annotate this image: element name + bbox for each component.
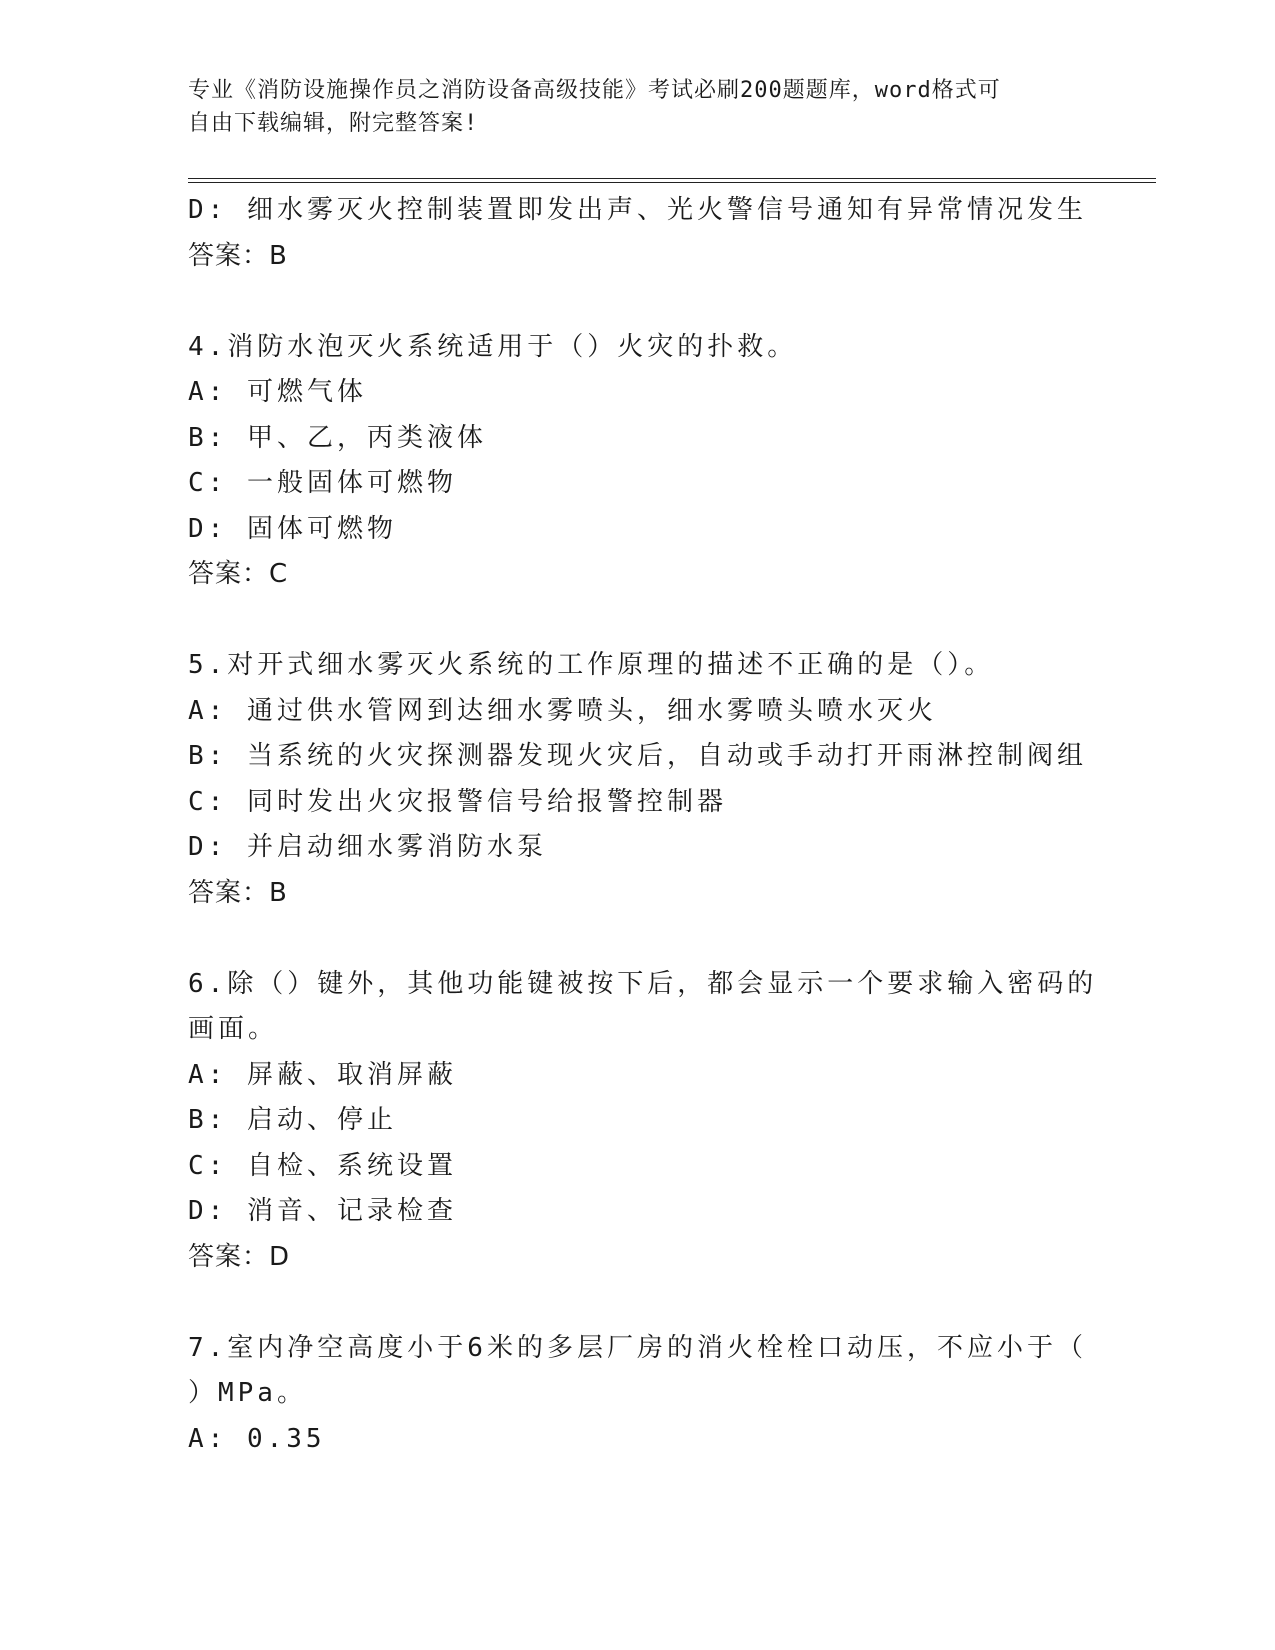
option-d: D: 并启动细水雾消防水泵 <box>188 832 547 862</box>
header-divider <box>188 178 1156 183</box>
answer: 答案：B <box>188 877 288 908</box>
option-b: B: 启动、停止 <box>188 1105 397 1135</box>
answer: 答案：D <box>188 1241 291 1272</box>
option-d: D: 固体可燃物 <box>188 513 397 544</box>
option-b: B: 当系统的火灾探测器发现火灾后，自动或手动打开雨淋控制阀组 <box>188 741 1087 771</box>
question-text-line-2: ）MPa。 <box>188 1378 307 1408</box>
option-a: A: 0.35 <box>188 1423 326 1454</box>
question-text-line-1: 6.除（）键外，其他功能键被按下后，都会显示一个要求输入密码的 <box>188 968 1098 999</box>
header-line-1: 专业《消防设施操作员之消防设备高级技能》考试必刷200题题库，word格式可 <box>188 78 1001 103</box>
answer: 答案：B <box>188 240 288 271</box>
question-text-line-1: 7.室内净空高度小于6米的多层厂房的消火栓栓口动压，不应小于（ <box>188 1332 1087 1363</box>
question-6 <box>188 962 1098 1281</box>
option-a: A: 可燃气体 <box>188 377 367 407</box>
question-7 <box>188 1326 1088 1463</box>
question-text: 4.消防水泡灭火系统适用于（）火灾的扑救。 <box>188 331 798 362</box>
question-text: 5.对开式细水雾灭火系统的工作原理的描述不正确的是（）。 <box>188 650 995 680</box>
question-4 <box>188 325 1088 598</box>
option-b: B: 甲、乙，丙类液体 <box>188 422 487 453</box>
answer: 答案：C <box>188 559 289 589</box>
option-d: D: 细水雾灭火控制装置即发出声、光火警信号通知有异常情况发生 <box>188 195 1087 225</box>
option-c: C: 自检、系统设置 <box>188 1150 457 1181</box>
option-a: A: 屏蔽、取消屏蔽 <box>188 1059 457 1090</box>
header-line-2: 自由下载编辑，附完整答案! <box>188 111 479 136</box>
question-text-line-2: 画面。 <box>188 1014 279 1044</box>
question-3-tail <box>188 188 1088 279</box>
option-c: C: 一般固体可燃物 <box>188 468 457 498</box>
question-5 <box>188 643 1088 916</box>
document-header <box>188 74 1068 140</box>
option-a: A: 通过供水管网到达细水雾喷头，细水雾喷头喷水灭火 <box>188 695 937 726</box>
question-list <box>188 188 1098 1462</box>
option-c: C: 同时发出火灾报警信号给报警控制器 <box>188 786 727 817</box>
option-d: D: 消音、记录检查 <box>188 1196 457 1226</box>
